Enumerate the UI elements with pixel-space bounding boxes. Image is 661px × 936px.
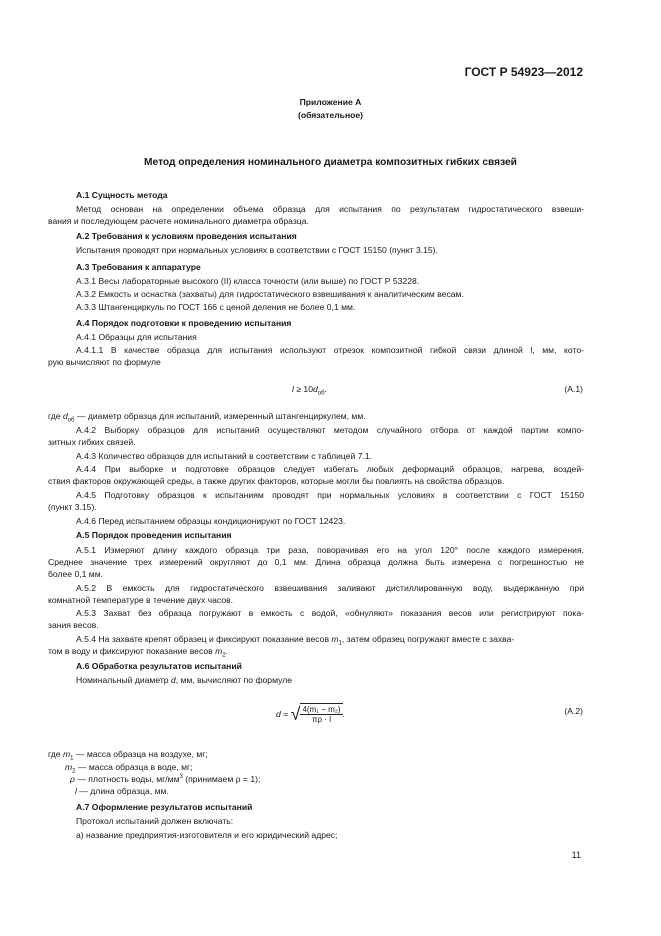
where-text: — длина образца, мм.	[76, 786, 169, 796]
text-run: .	[225, 646, 228, 656]
formula-equals: =	[283, 708, 289, 719]
paragraph-line: ствия факторов окружающей среды, а также других факторов, которые могли бы повлиять на свойства образцов.	[48, 476, 505, 486]
paragraph-line: Метод основан на определении объема образца для испытания по результатам гидростатического взвеши-	[76, 204, 584, 214]
formula-sub: 1	[338, 640, 342, 647]
sqrt-sign: √	[290, 704, 301, 724]
formula-var: m	[65, 762, 73, 772]
sqrt-body	[300, 703, 342, 724]
formula-var: d	[170, 675, 176, 685]
formula-sub: 2	[72, 768, 76, 775]
fraction-denominator: πρ · l	[312, 715, 331, 724]
formula-number-a2: (А.2)	[564, 706, 583, 716]
paragraph-line: А.4.4 При выборке и подготовке образцов следует избегать любых деформаций образцов, нагрева, воздей-	[76, 464, 584, 474]
section-heading-a2: А.2 Требования к условиям проведения испытания	[76, 231, 297, 241]
section-heading-a4: А.4 Порядок подготовки к проведению испытания	[76, 318, 292, 328]
paragraph-line: Испытания проводят при нормальных условиях в соответствии с ГОСТ 15150 (пункт 3.15).	[76, 245, 438, 255]
where-text: — масса образца в воде, мг;	[75, 762, 193, 772]
list-item: а) название предприятия-изготовителя и его юридический адрес;	[76, 830, 338, 840]
paragraph-line: А.4.5 Подготовку образцов к испытаниям проводят при нормальных условиях в соответствии с ГОСТ 15150	[76, 490, 584, 500]
formula-sub: об	[317, 390, 325, 397]
page-number: 11	[571, 850, 581, 860]
where-prefix: где	[48, 749, 63, 759]
formula-var: l	[75, 786, 77, 796]
formula-var: d	[312, 384, 318, 394]
list-item: А.4.3 Количество образцов для испытаний в соответствии с таблицей 7.1.	[76, 451, 373, 461]
paragraph-line: вания и последующем расчете номинального диаметра образца.	[48, 216, 309, 226]
paragraph-line: зания весов.	[48, 620, 99, 630]
formula-a1	[292, 384, 327, 397]
formula-fraction	[300, 705, 342, 724]
where-line	[70, 774, 260, 784]
list-item: А.3.2 Емкость и оснастка (захваты) для гидростатического взвешивания к аналитическим весам.	[76, 289, 464, 299]
formula-sub: 2	[222, 652, 226, 659]
where-text: — масса образца на воздухе, мг;	[73, 749, 208, 759]
paragraph-line: А.4.1.1 В качестве образца для испытания используют отрезок композитной гибкой связи длиной l, мм, кото-	[76, 345, 584, 355]
where-line	[75, 786, 169, 796]
text-run: А.5.4 На захвате крепят образец и фиксируют показание весов	[76, 634, 332, 644]
formula-sub: 1	[70, 755, 74, 762]
where-line	[48, 411, 366, 424]
paragraph-line: комнатной температуре в течение двух часов.	[48, 595, 234, 605]
formula-var: m	[62, 749, 71, 759]
formula-a2	[276, 703, 345, 725]
formula-var: m	[331, 634, 339, 644]
where-text: — плотность воды, мг/мм	[74, 774, 180, 784]
standard-header: ГОСТ Р 54923—2012	[464, 65, 583, 79]
formula-var: d	[62, 411, 68, 421]
list-item: А.3.1 Весы лабораторные высокого (II) класса точности (или выше) по ГОСТ Р 53228.	[76, 276, 420, 286]
section-heading-a3: А.3 Требования к аппаратуре	[76, 262, 201, 272]
section-heading-a6: А.6 Обработка результатов испытаний	[76, 661, 242, 671]
paragraph-line: А.5.2 В емкость для гидростатического взвешивания заливают дистиллированную воду, выдержанную при	[76, 583, 584, 593]
where-text: — диаметр образца для испытаний, измеренный штангенциркулем, мм.	[74, 411, 366, 421]
paragraph-line	[48, 646, 228, 659]
appendix-title: Приложение А	[299, 97, 362, 107]
text-run: , затем образец погружают вместе с захва-	[341, 634, 515, 644]
paragraph-line: более 0,1 мм.	[48, 569, 104, 579]
where-line	[65, 762, 193, 775]
formula-number-a1: (А.1)	[564, 384, 583, 394]
fraction-numerator: 4(m₁ − m₂)	[302, 705, 341, 714]
formula-var: d	[276, 708, 281, 719]
text-run: том в воду и фиксируют показание весов	[48, 646, 216, 656]
paragraph-line: А.4.2 Выборку образцов для испытаний осуществляют методом случайного отбора от каждой партии компо-	[76, 425, 584, 435]
list-item: А.4.6 Перед испытанием образцы кондиционируют по ГОСТ 12423.	[76, 516, 346, 526]
paragraph-line	[76, 634, 514, 647]
where-prefix: где	[48, 411, 63, 421]
list-item: А.3.3 Штангенциркуль по ГОСТ 166 с ценой деления не более 0,1 мм.	[76, 302, 356, 312]
formula-end: .	[324, 384, 327, 394]
appendix-type: (обязательное)	[297, 110, 364, 120]
paragraph-line: рую вычисляют по формуле	[48, 357, 161, 367]
section-heading-a7: А.7 Оформление результатов испытаний	[76, 802, 253, 812]
section-heading-a5: А.5 Порядок проведения испытания	[76, 530, 232, 540]
section-heading-a1: А.1 Сущность метода	[76, 190, 168, 200]
paragraph-line: А.5.3 Захват без образца погружают в емкость с водой, «обнуляют» показания весов или регистрируют пока-	[76, 608, 584, 618]
formula-sub: об	[67, 417, 75, 424]
paragraph-line: (пункт 3.15).	[48, 502, 97, 512]
document-title: Метод определения номинального диаметра композитных гибких связей	[144, 157, 517, 168]
formula-relation: ≥ 10	[296, 384, 313, 394]
list-item: А.4.1 Образцы для испытания	[76, 332, 197, 342]
paragraph-line: Протокол испытаний должен включать:	[76, 816, 234, 826]
paragraph-line	[76, 675, 292, 685]
where-text: (принимаем ρ = 1);	[182, 774, 261, 784]
formula-var: l	[292, 384, 294, 394]
formula-end: .	[342, 708, 345, 719]
formula-sup: 3	[179, 774, 183, 781]
formula-var: ρ	[70, 774, 75, 784]
formula-var: m	[215, 646, 223, 656]
paragraph-line: Среднее значение трех измерений округляют до 0,1 мм. Длина образца должна быть измерена с погрешностью не	[48, 557, 584, 567]
text-run: , мм, вычисляют по формуле	[175, 675, 292, 685]
paragraph-line: зитных гибких связей.	[48, 437, 136, 447]
text-run: Номинальный диаметр	[76, 675, 171, 685]
paragraph-line: А.5.1 Измеряют длину каждого образца три раза, поворачивая его на угол 120° после каждого измерения.	[76, 545, 584, 555]
where-line	[48, 749, 208, 762]
